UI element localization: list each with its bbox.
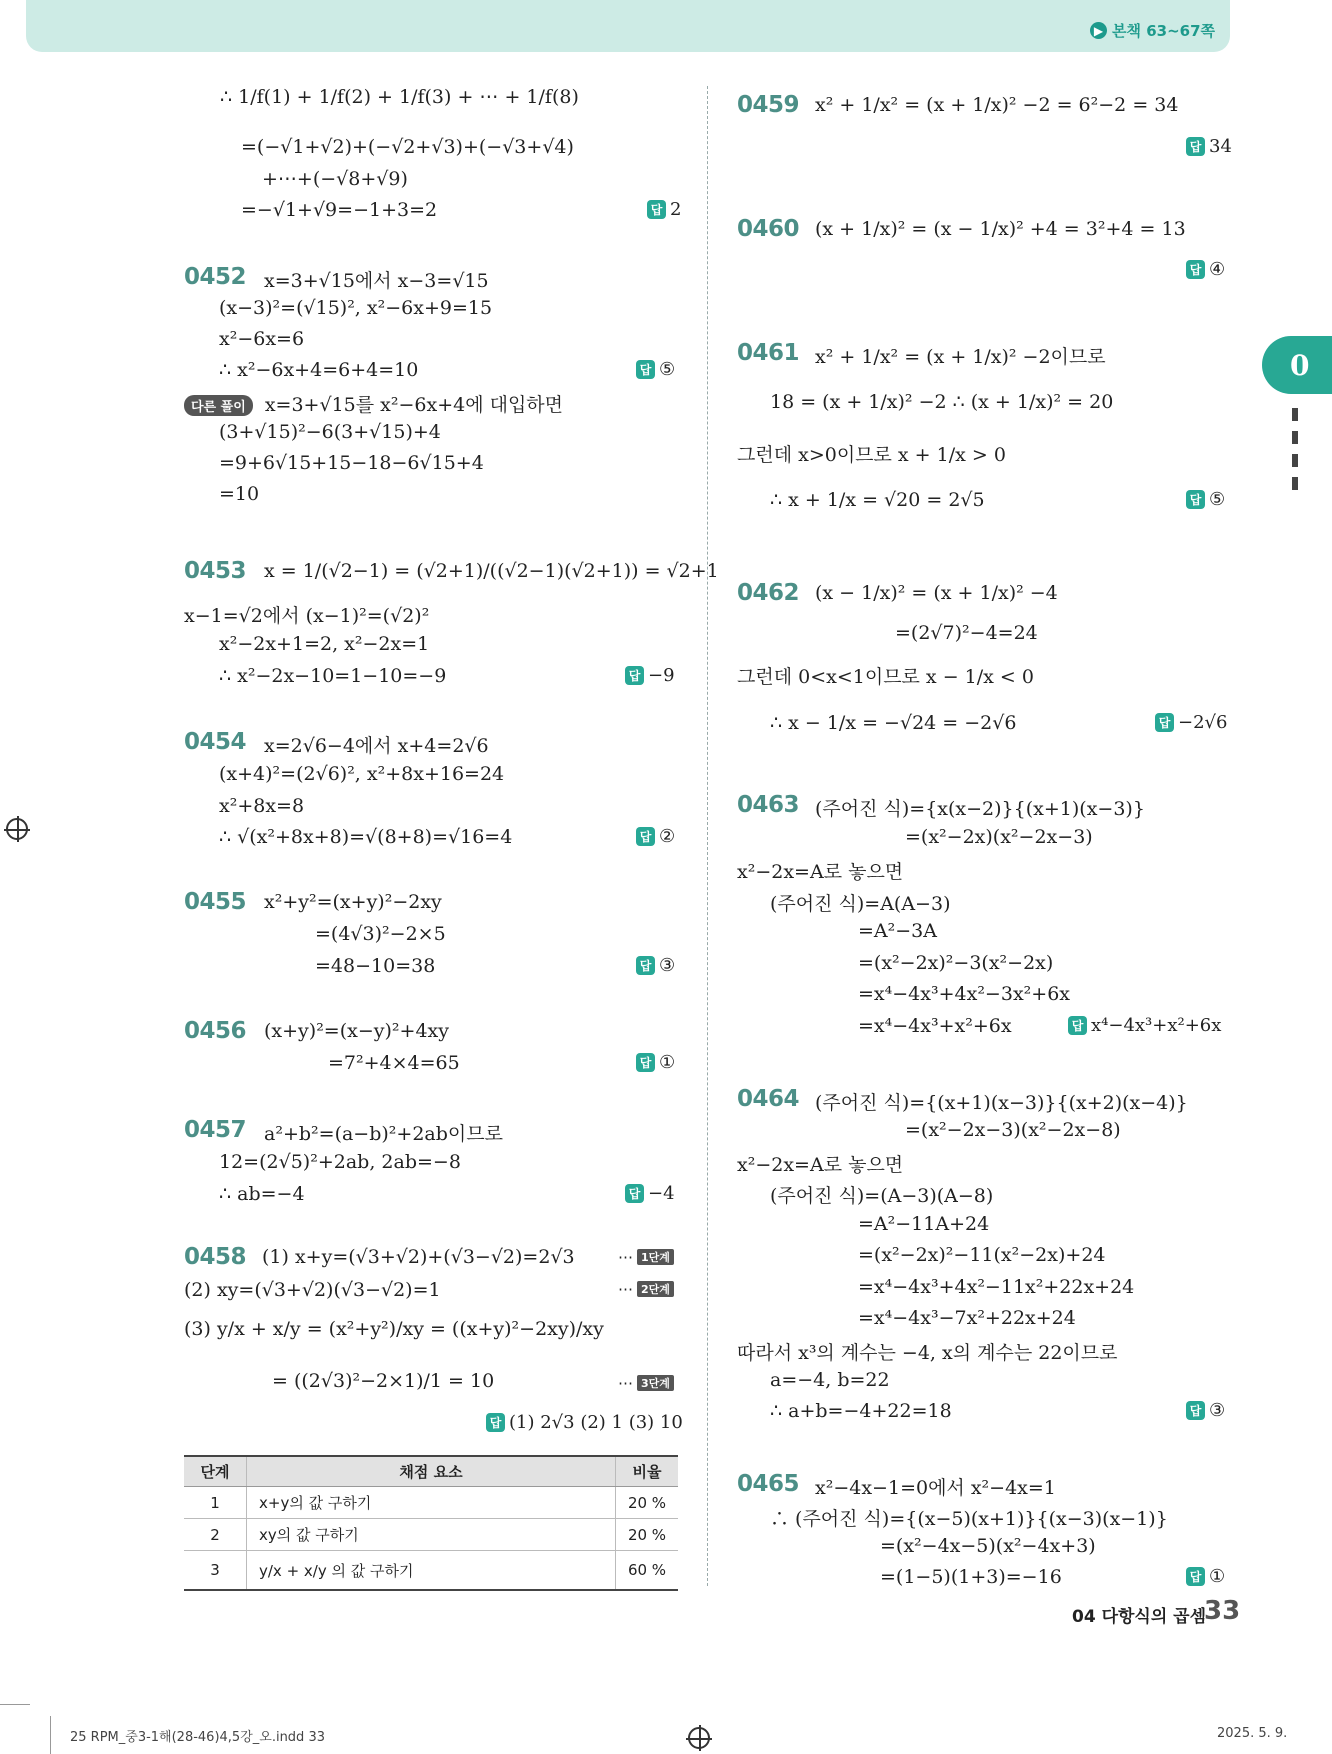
solution-line: =A²−11A+24 [858, 1213, 990, 1235]
step-marker: ⋯ 3단계 [618, 1374, 674, 1392]
solution-line: (주어진 식)={x(x−2)}{(x+1)(x−3)} [815, 798, 1145, 820]
solution-line: ∴ a+b=−4+22=18 [770, 1400, 952, 1422]
answer: 답 −9 [625, 665, 675, 686]
solution-line: =7²+4×4=65 [328, 1052, 460, 1074]
solution-line: ∴ x²−2x−10=1−10=−9 [219, 665, 447, 687]
file-slug: 25 RPM_중3-1해(28-46)4,5강_오.indd 33 [70, 1730, 325, 1745]
solution-line: x²+8x=8 [219, 795, 305, 817]
solution-line: x = 1/(√2−1) = (√2+1)/((√2−1)(√2+1)) = √2+1 [264, 560, 719, 582]
solution-line: (주어진 식)=(A−3)(A−8) [770, 1185, 994, 1207]
step-marker: ⋯ 1단계 [618, 1248, 674, 1266]
header-bar [26, 0, 1230, 52]
solution-line: x² + 1/x² = (x + 1/x)² −2이므로 [815, 346, 1106, 368]
scoring-table [184, 1455, 678, 1591]
solution-line: 따라서 x³의 계수는 −4, x의 계수는 22이므로 [737, 1342, 1118, 1364]
answer: 답 34 [1186, 136, 1232, 157]
solution-line: =(1−5)(1+3)=−16 [880, 1566, 1062, 1588]
answer: 답 ① [636, 1052, 675, 1073]
side-tab-label [1292, 408, 1300, 500]
step-marker: ⋯ 2단계 [618, 1280, 674, 1298]
table-row: 1 x+y의 값 구하기 20 % [184, 1487, 678, 1519]
alt-solution-badge: 다른 풀이 [184, 395, 253, 416]
chapter-side-tab: 0 [1262, 336, 1332, 394]
solution-line: x²−4x−1=0에서 x²−4x=1 [815, 1477, 1056, 1499]
solution-line: =(2√7)²−4=24 [895, 622, 1038, 644]
solution-line: ∴ x + 1/x = √20 = 2√5 [770, 489, 985, 511]
answer: 답 ⑤ [1186, 489, 1225, 510]
solution-line: (주어진 식)={(x+1)(x−3)}{(x+2)(x−4)} [815, 1092, 1188, 1114]
table-header-row: 단계 채점 요소 비율 [184, 1456, 678, 1487]
page-number: 33 [1204, 1596, 1241, 1626]
solution-line: =x⁴−4x³+4x²−3x²+6x [858, 983, 1070, 1005]
solution-line: a=−4, b=22 [770, 1369, 890, 1391]
problem-number: 0463 [737, 792, 800, 818]
answer: 답 ③ [1186, 1400, 1225, 1421]
solution-line: x²−2x+1=2, x²−2x=1 [219, 633, 430, 655]
solution-line: =(x²−2x)²−3(x²−2x) [858, 952, 1054, 974]
solution-line: a²+b²=(a−b)²+2ab이므로 [264, 1123, 503, 1145]
solution-line: =−√1+√9=−1+3=2 [241, 199, 438, 221]
solution-line: =(4√3)²−2×5 [315, 923, 446, 945]
solution-line: x² + 1/x² = (x + 1/x)² −2 = 6²−2 = 34 [815, 94, 1179, 116]
column-divider [707, 86, 708, 1586]
solution-line: =x⁴−4x³+4x²−11x²+22x+24 [858, 1276, 1135, 1298]
problem-number: 0460 [737, 216, 800, 242]
solution-line: (x−3)²=(√15)², x²−6x+9=15 [219, 297, 493, 319]
solution-line: (x+4)²=(2√6)², x²+8x+16=24 [219, 763, 505, 785]
solution-line: 그런데 0<x<1이므로 x − 1/x < 0 [737, 666, 1034, 688]
table-row: 3 y/x + x/y 의 값 구하기 60 % [184, 1551, 678, 1591]
answer: 답 −2√6 [1155, 712, 1227, 733]
arrow-right-icon: ▶ [1090, 22, 1107, 39]
solution-line: =10 [219, 483, 260, 505]
problem-number: 0461 [737, 340, 800, 366]
solution-line: =(x²−4x−5)(x²−4x+3) [880, 1535, 1096, 1557]
problem-number: 0456 [184, 1018, 247, 1044]
solution-line: =(x²−2x)(x²−2x−3) [905, 826, 1093, 848]
solution-line: (2) xy=(√3+√2)(√3−√2)=1 [184, 1279, 441, 1301]
solution-line: 18 = (x + 1/x)² −2 ∴ (x + 1/x)² = 20 [770, 391, 1114, 413]
solution-line: (주어진 식)=A(A−3) [770, 893, 951, 915]
solution-line: x−1=√2에서 (x−1)²=(√2)² [184, 605, 430, 627]
chapter-title: 04 다항식의 곱셈 [1072, 1607, 1207, 1627]
answer: 답 ③ [636, 955, 675, 976]
answer: 답 x⁴−4x³+x²+6x [1068, 1015, 1221, 1036]
solution-line: (1) x+y=(√3+√2)+(√3−√2)=2√3 [262, 1246, 575, 1268]
answer: 답 2 [647, 199, 681, 220]
book-reference-text: 본책 63~67쪽 [1112, 22, 1216, 40]
solution-line: ∴ 1/f(1) + 1/f(2) + 1/f(3) + ⋯ + 1/f(8) [220, 86, 579, 108]
solution-line: 12=(2√5)²+2ab, 2ab=−8 [219, 1151, 461, 1173]
crop-mark [50, 1716, 51, 1754]
answer: 답 ④ [1186, 259, 1225, 280]
solution-line: 그런데 x>0이므로 x + 1/x > 0 [737, 444, 1006, 466]
alt-solution: 다른 풀이 x=3+√15를 x²−6x+4에 대입하면 [184, 390, 563, 417]
registration-mark-icon [688, 1727, 710, 1749]
registration-mark-icon [6, 818, 28, 840]
book-reference [1090, 20, 1215, 41]
solution-line: (3+√15)²−6(3+√15)+4 [219, 421, 441, 443]
solution-line: x=2√6−4에서 x+4=2√6 [264, 735, 489, 757]
answer: 답 ⑤ [636, 359, 675, 380]
solution-line: ∴ x − 1/x = −√24 = −2√6 [770, 712, 1017, 734]
answer: 답 (1) 2√3 (2) 1 (3) 10 [486, 1412, 683, 1433]
solution-line: (x + 1/x)² = (x − 1/x)² +4 = 3²+4 = 13 [815, 218, 1186, 240]
problem-number: 0457 [184, 1117, 247, 1143]
solution-line: ∴ ab=−4 [219, 1183, 305, 1205]
solution-line: ∴ x²−6x+4=6+4=10 [219, 359, 419, 381]
solution-line: +⋯+(−√8+√9) [262, 168, 408, 190]
answer: 답 ② [636, 826, 675, 847]
solution-line: (x+y)²=(x−y)²+4xy [264, 1020, 449, 1042]
problem-number: 0454 [184, 729, 247, 755]
solution-line: x²+y²=(x+y)²−2xy [264, 891, 442, 913]
solution-line: =x⁴−4x³+x²+6x [858, 1015, 1012, 1037]
solution-line: x²−2x=A로 놓으면 [737, 861, 904, 883]
solution-line: = ((2√3)²−2×1)/1 = 10 [272, 1370, 495, 1392]
problem-number: 0453 [184, 558, 247, 584]
problem-number: 0459 [737, 92, 800, 118]
solution-line: x=3+√15에서 x−3=√15 [264, 270, 489, 292]
solution-line: (x − 1/x)² = (x + 1/x)² −4 [815, 582, 1058, 604]
print-date: 2025. 5. 9. [1217, 1726, 1288, 1741]
problem-number: 0464 [737, 1086, 800, 1112]
problem-number: 0455 [184, 889, 247, 915]
problem-number: 0465 [737, 1471, 800, 1497]
answer: 답 −4 [625, 1183, 675, 1204]
solution-line: =48−10=38 [315, 955, 436, 977]
problem-number: 0458 [184, 1244, 247, 1270]
solution-line: =A²−3A [858, 920, 937, 942]
solution-line: =(x²−2x−3)(x²−2x−8) [905, 1119, 1121, 1141]
solution-line: x²−2x=A로 놓으면 [737, 1154, 904, 1176]
solution-line: =(−√1+√2)+(−√2+√3)+(−√3+√4) [241, 136, 574, 158]
solution-line: x²−6x=6 [219, 328, 305, 350]
problem-number: 0452 [184, 264, 247, 290]
crop-mark [0, 1704, 30, 1705]
solution-line: =9+6√15+15−18−6√15+4 [219, 452, 484, 474]
answer: 답 ① [1186, 1566, 1225, 1587]
solution-line: =(x²−2x)²−11(x²−2x)+24 [858, 1244, 1106, 1266]
solution-line: ∴ √(x²+8x+8)=√(8+8)=√16=4 [219, 826, 513, 848]
solution-line: ∴ (주어진 식)={(x−5)(x+1)}{(x−3)(x−1)} [770, 1508, 1168, 1530]
problem-number: 0462 [737, 580, 800, 606]
solution-line: (3) y/x + x/y = (x²+y²)/xy = ((x+y)²−2xy)/xy [184, 1318, 604, 1340]
table-row: 2 xy의 값 구하기 20 % [184, 1519, 678, 1551]
solution-line: =x⁴−4x³−7x²+22x+24 [858, 1307, 1076, 1329]
